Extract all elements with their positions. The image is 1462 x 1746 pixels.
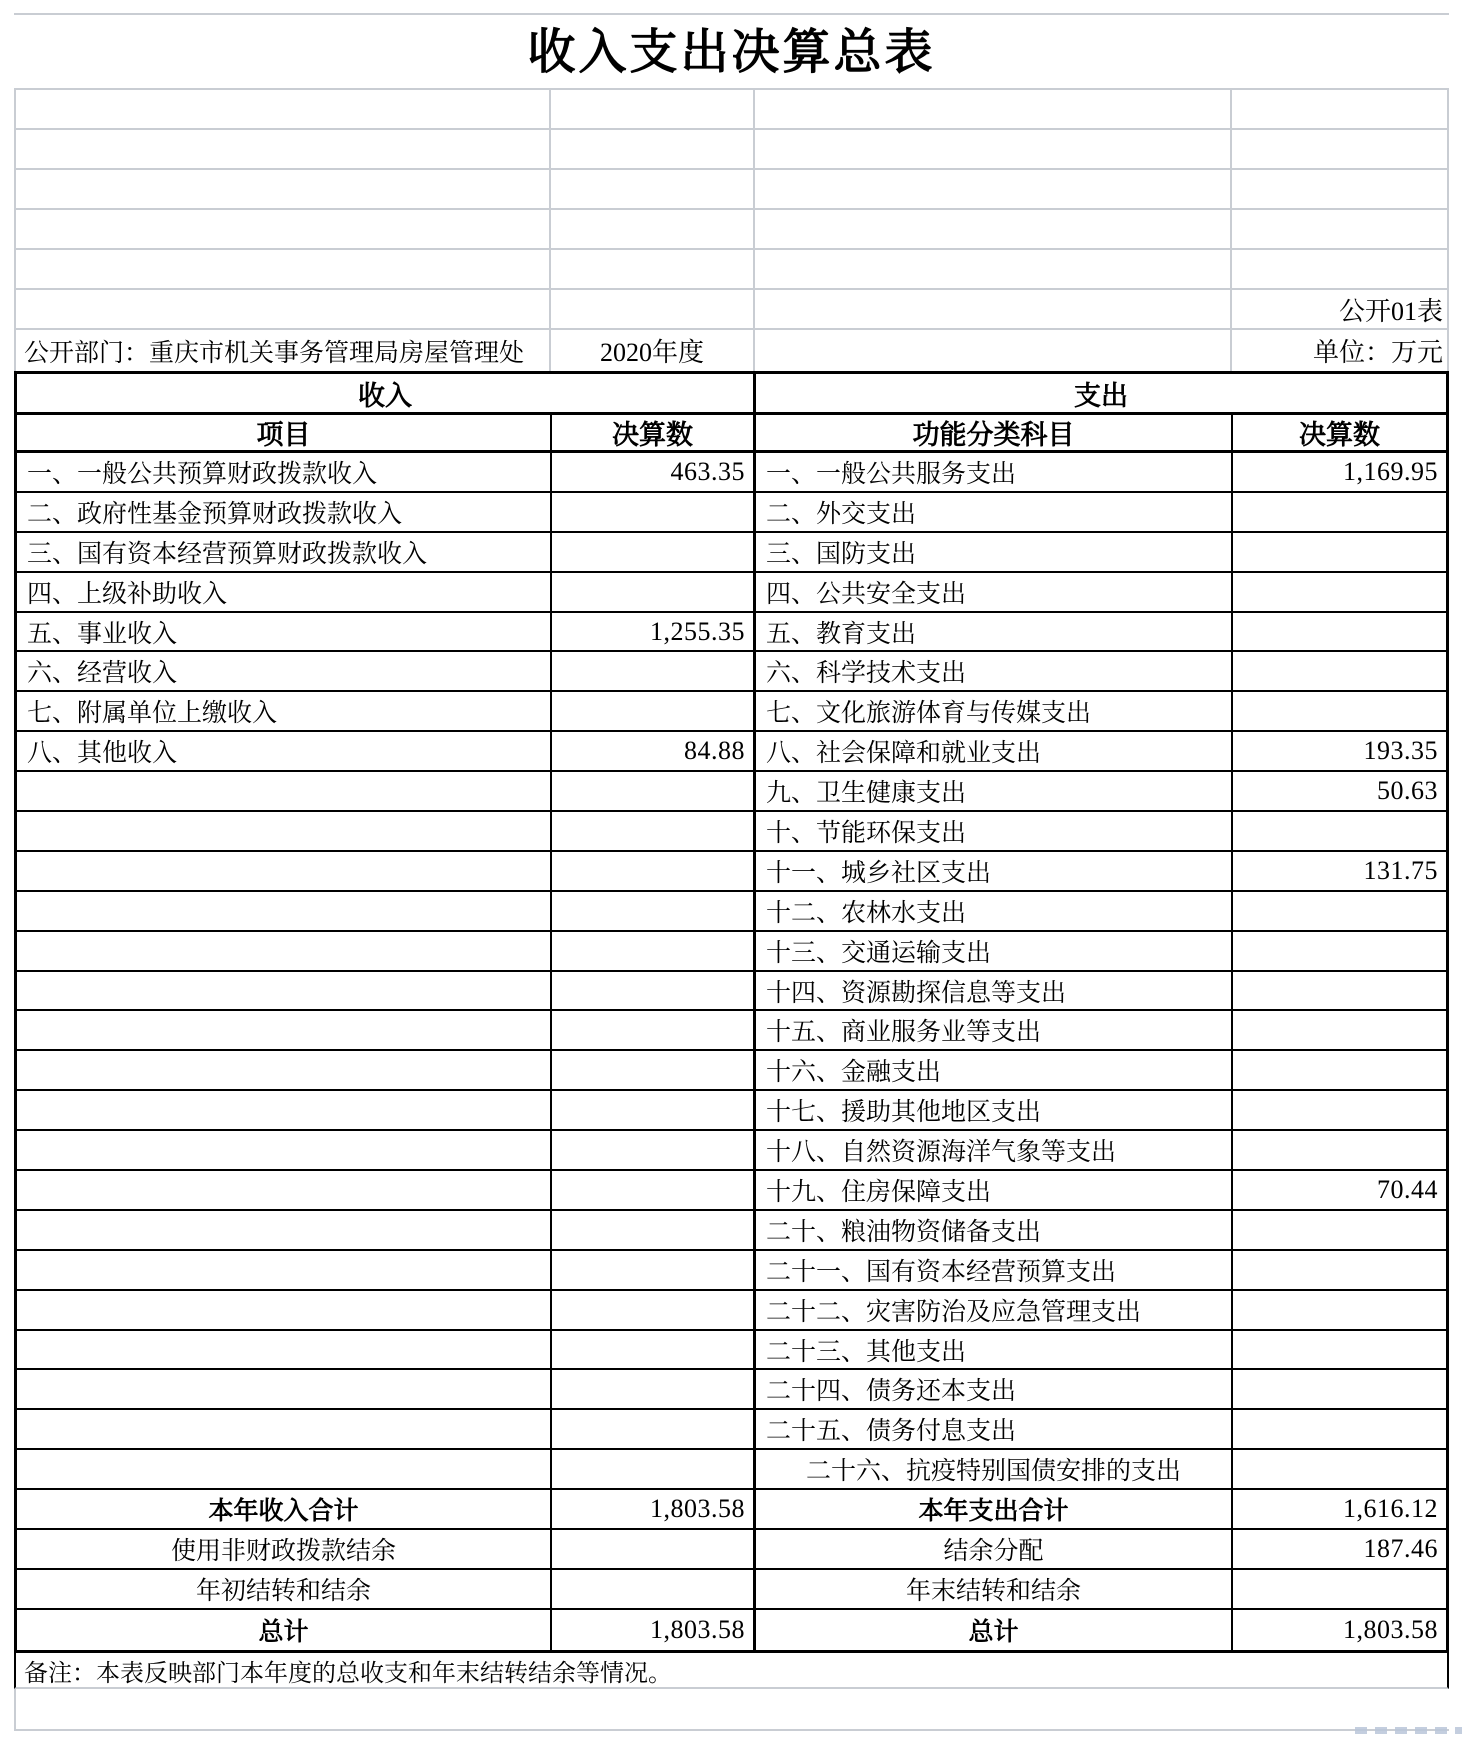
expense-item-cell: 二十六、抗疫特别国债安排的支出	[756, 1450, 1233, 1488]
expense-item-cell: 十八、自然资源海洋气象等支出	[756, 1131, 1233, 1169]
spacer-cell	[1232, 130, 1447, 168]
income-item-cell	[17, 1410, 552, 1448]
income-item-cell	[17, 1131, 552, 1169]
income-amount-cell	[552, 812, 756, 850]
income-item-cell	[17, 1011, 552, 1049]
spacer-cell	[755, 130, 1232, 168]
table-row	[17, 533, 1446, 573]
income-summary-label-cell: 本年收入合计	[17, 1490, 552, 1528]
income-item-cell	[17, 1251, 552, 1289]
table-row	[17, 892, 1446, 932]
unit-label: 单位：万元	[1312, 338, 1443, 367]
income-amount-cell	[552, 1331, 756, 1369]
income-summary-label-cell: 使用非财政拨款结余	[17, 1530, 552, 1568]
expense-amount-cell	[1233, 613, 1446, 651]
summary-row	[17, 1570, 1446, 1610]
expense-amount-cell	[1233, 1051, 1446, 1089]
expense-amount-cell	[1233, 533, 1446, 571]
income-amount-cell	[552, 1291, 756, 1329]
watermark-fragment	[1355, 1727, 1462, 1734]
expense-amount-cell	[1233, 1011, 1446, 1049]
spacer-row	[16, 170, 1447, 210]
table-row	[17, 1211, 1446, 1251]
spacer-row	[16, 130, 1447, 170]
sheet-label: 公开01表	[1338, 296, 1443, 326]
expense-item-cell: 八、社会保障和就业支出	[756, 732, 1233, 770]
table-row	[17, 732, 1446, 772]
expense-summary-amount-cell	[1233, 1570, 1446, 1608]
expense-item-cell: 十七、援助其他地区支出	[756, 1091, 1233, 1129]
spacer-cell	[551, 250, 755, 288]
expense-amount-cell: 193.35	[1363, 736, 1438, 766]
note-text: 备注：本表反映部门本年度的总收支和年末结转结余等情况。	[24, 1660, 672, 1687]
table-row	[17, 573, 1446, 613]
income-amount-cell: 1,255.35	[552, 613, 756, 651]
trailing-empty-row	[14, 1689, 1449, 1731]
expense-amount-cell	[1233, 1251, 1446, 1289]
expense-item-cell: 十三、交通运输支出	[756, 932, 1233, 970]
spacer-cell	[755, 210, 1232, 248]
spacer-cell	[551, 130, 755, 168]
table-row	[17, 1331, 1446, 1371]
expense-amount-cell	[1233, 812, 1446, 850]
table-row	[17, 1370, 1446, 1410]
expense-summary-amount-cell: 1,616.12	[1343, 1494, 1438, 1524]
income-amount-cell	[552, 1171, 756, 1209]
income-item-cell	[17, 1091, 552, 1129]
income-amount-cell	[552, 692, 756, 730]
income-amount-cell	[552, 932, 756, 970]
table-row	[17, 972, 1446, 1012]
expense-summary-label-cell: 本年支出合计	[756, 1490, 1233, 1528]
income-amount-cell	[552, 1211, 756, 1249]
income-amount-cell	[552, 772, 756, 810]
expense-amount-cell	[1233, 972, 1446, 1010]
expense-item-cell: 七、文化旅游体育与传媒支出	[756, 692, 1233, 730]
expense-amount-cell	[1233, 1450, 1446, 1488]
spacer-cell	[1232, 170, 1447, 208]
spacer-cell	[1232, 250, 1447, 288]
spacer-cell	[755, 250, 1232, 288]
spacer-cell	[16, 210, 551, 248]
page-title: 收入支出决算总表	[527, 23, 936, 80]
spacer-cell	[16, 130, 551, 168]
income-amount-cell	[552, 573, 756, 611]
expense-item-cell: 二、外交支出	[756, 493, 1233, 531]
expense-item-cell: 二十一、国有资本经营预算支出	[756, 1251, 1233, 1289]
expense-item-cell: 十一、城乡社区支出	[756, 852, 1233, 890]
income-item-cell: 四、上级补助收入	[17, 573, 552, 611]
spacer-cell	[551, 170, 755, 208]
spacer-cell	[755, 330, 1232, 371]
income-item-cell	[17, 972, 552, 1010]
table-row	[17, 613, 1446, 653]
income-item-cell	[17, 932, 552, 970]
table-row	[17, 812, 1446, 852]
income-summary-amount-cell: 1,803.58	[552, 1490, 756, 1528]
spacer-cell	[551, 210, 755, 248]
expense-amount-cell	[1233, 1291, 1446, 1329]
income-item-cell	[17, 772, 552, 810]
income-item-cell	[17, 852, 552, 890]
income-amount-cell	[552, 652, 756, 690]
expense-summary-amount-cell: 187.46	[1363, 1534, 1438, 1564]
spacer-cell	[16, 170, 551, 208]
section-header-row	[17, 374, 1446, 415]
income-item-cell: 二、政府性基金预算财政拨款收入	[17, 493, 552, 531]
income-item-cell: 三、国有资本经营预算财政拨款收入	[17, 533, 552, 571]
income-amount-cell: 463.35	[552, 453, 756, 491]
expense-summary-label-cell: 年末结转和结余	[756, 1570, 1233, 1608]
table-row	[17, 652, 1446, 692]
expense-item-cell: 十五、商业服务业等支出	[756, 1011, 1233, 1049]
table-row	[17, 1291, 1446, 1331]
spacer-cell	[16, 250, 551, 288]
expense-item-cell: 二十、粮油物资储备支出	[756, 1211, 1233, 1249]
income-amount-cell	[552, 1370, 756, 1408]
expense-item-cell: 二十三、其他支出	[756, 1331, 1233, 1369]
income-item-cell	[17, 1211, 552, 1249]
income-amount-cell	[552, 852, 756, 890]
income-amount-header: 决算数	[552, 415, 756, 450]
table-row	[17, 1171, 1446, 1211]
spacer-row	[16, 250, 1447, 290]
income-summary-amount-cell	[552, 1570, 756, 1608]
department-label: 公开部门：重庆市机关事务管理局房屋管理处	[16, 330, 551, 371]
income-item-cell	[17, 1171, 552, 1209]
expense-item-cell: 二十二、灾害防治及应急管理支出	[756, 1291, 1233, 1329]
income-item-header: 项目	[17, 415, 552, 450]
expense-amount-cell	[1233, 573, 1446, 611]
income-amount-cell: 84.88	[552, 732, 756, 770]
expense-amount-cell	[1233, 1331, 1446, 1369]
expense-item-cell: 十六、金融支出	[756, 1051, 1233, 1089]
income-item-cell	[17, 1291, 552, 1329]
income-item-cell	[17, 1370, 552, 1408]
expense-item-cell: 四、公共安全支出	[756, 573, 1233, 611]
expense-item-cell: 二十四、债务还本支出	[756, 1370, 1233, 1408]
expense-item-cell: 十四、资源勘探信息等支出	[756, 972, 1233, 1010]
spacer-cell	[755, 290, 1232, 328]
income-amount-cell	[552, 892, 756, 930]
expense-amount-cell	[1233, 1410, 1446, 1448]
expense-amount-cell	[1233, 692, 1446, 730]
expense-amount-cell	[1233, 652, 1446, 690]
income-amount-cell	[552, 1251, 756, 1289]
income-amount-cell	[552, 1051, 756, 1089]
income-item-cell	[17, 1450, 552, 1488]
expense-item-cell: 十、节能环保支出	[756, 812, 1233, 850]
summary-table	[14, 371, 1449, 1653]
income-summary-label-cell: 总计	[17, 1610, 552, 1650]
income-item-cell	[17, 812, 552, 850]
expense-item-cell: 五、教育支出	[756, 613, 1233, 651]
income-amount-cell	[552, 493, 756, 531]
table-row	[17, 772, 1446, 812]
expense-summary-amount-cell: 1,803.58	[1343, 1615, 1438, 1645]
year-label: 2020年度	[551, 330, 755, 371]
income-amount-cell	[552, 1131, 756, 1169]
expense-amount-cell: 50.63	[1377, 776, 1438, 806]
expense-item-header: 功能分类科目	[756, 415, 1233, 450]
expense-item-cell: 一、一般公共服务支出	[756, 453, 1233, 491]
table-row	[17, 852, 1446, 892]
income-item-cell	[17, 892, 552, 930]
income-summary-amount-cell: 1,803.58	[552, 1610, 756, 1650]
income-item-cell: 七、附属单位上缴收入	[17, 692, 552, 730]
column-header-row	[17, 415, 1446, 453]
table-row	[17, 493, 1446, 533]
table-row	[17, 1131, 1446, 1171]
spacer-cell	[16, 290, 551, 328]
expense-amount-cell: 1,169.95	[1343, 456, 1438, 486]
expense-summary-label-cell: 结余分配	[756, 1530, 1233, 1568]
expense-amount-cell	[1233, 1091, 1446, 1129]
table-row	[17, 1450, 1446, 1490]
income-section-header: 收入	[17, 374, 756, 412]
title-row	[14, 13, 1449, 88]
income-amount-cell	[552, 1450, 756, 1488]
income-amount-cell	[552, 1410, 756, 1448]
summary-row	[17, 1530, 1446, 1570]
expense-amount-header: 决算数	[1299, 420, 1380, 450]
spacer-row	[16, 90, 1447, 130]
table-row	[17, 1011, 1446, 1051]
spacer-cell	[1232, 210, 1447, 248]
income-amount-cell	[552, 972, 756, 1010]
income-amount-cell	[552, 1011, 756, 1049]
expense-section-header: 支出	[1074, 380, 1128, 411]
summary-row	[17, 1490, 1446, 1530]
spacer-cell	[16, 90, 551, 128]
spacer-row	[16, 210, 1447, 250]
income-item-cell: 八、其他收入	[17, 732, 552, 770]
table-row	[17, 692, 1446, 732]
spacer-cell	[755, 170, 1232, 208]
expense-item-cell: 十九、住房保障支出	[756, 1171, 1233, 1209]
expense-item-cell: 二十五、债务付息支出	[756, 1410, 1233, 1448]
expense-item-cell: 三、国防支出	[756, 533, 1233, 571]
income-summary-label-cell: 年初结转和结余	[17, 1570, 552, 1608]
expense-amount-cell	[1233, 932, 1446, 970]
spacer-cell	[551, 90, 755, 128]
expense-amount-cell	[1233, 1370, 1446, 1408]
sheet-label-row	[14, 290, 1449, 330]
income-amount-cell	[552, 1091, 756, 1129]
table-row	[17, 1051, 1446, 1091]
income-item-cell: 五、事业收入	[17, 613, 552, 651]
table-row	[17, 1251, 1446, 1291]
income-item-cell	[17, 1051, 552, 1089]
note-row	[14, 1653, 1449, 1689]
spacer-cell	[551, 290, 755, 328]
expense-amount-cell	[1233, 1131, 1446, 1169]
income-item-cell	[17, 1331, 552, 1369]
expense-amount-cell	[1233, 892, 1446, 930]
spacer-grid	[14, 88, 1449, 290]
income-summary-amount-cell	[552, 1530, 756, 1568]
expense-item-cell: 十二、农林水支出	[756, 892, 1233, 930]
meta-row	[14, 330, 1449, 371]
expense-amount-cell	[1233, 493, 1446, 531]
expense-amount-cell: 131.75	[1363, 855, 1438, 885]
expense-item-cell: 六、科学技术支出	[756, 652, 1233, 690]
expense-amount-cell	[1233, 1211, 1446, 1249]
summary-row	[17, 1610, 1446, 1650]
expense-summary-label-cell: 总计	[756, 1610, 1233, 1650]
table-row	[17, 932, 1446, 972]
income-amount-cell	[552, 533, 756, 571]
table-row	[17, 1410, 1446, 1450]
table-row	[17, 1091, 1446, 1131]
expense-amount-cell: 70.44	[1377, 1174, 1438, 1204]
spacer-cell	[755, 90, 1232, 128]
table-row	[17, 453, 1446, 493]
income-item-cell: 一、一般公共预算财政拨款收入	[17, 453, 552, 491]
income-item-cell: 六、经营收入	[17, 652, 552, 690]
spacer-cell	[1232, 90, 1447, 128]
expense-item-cell: 九、卫生健康支出	[756, 772, 1233, 810]
